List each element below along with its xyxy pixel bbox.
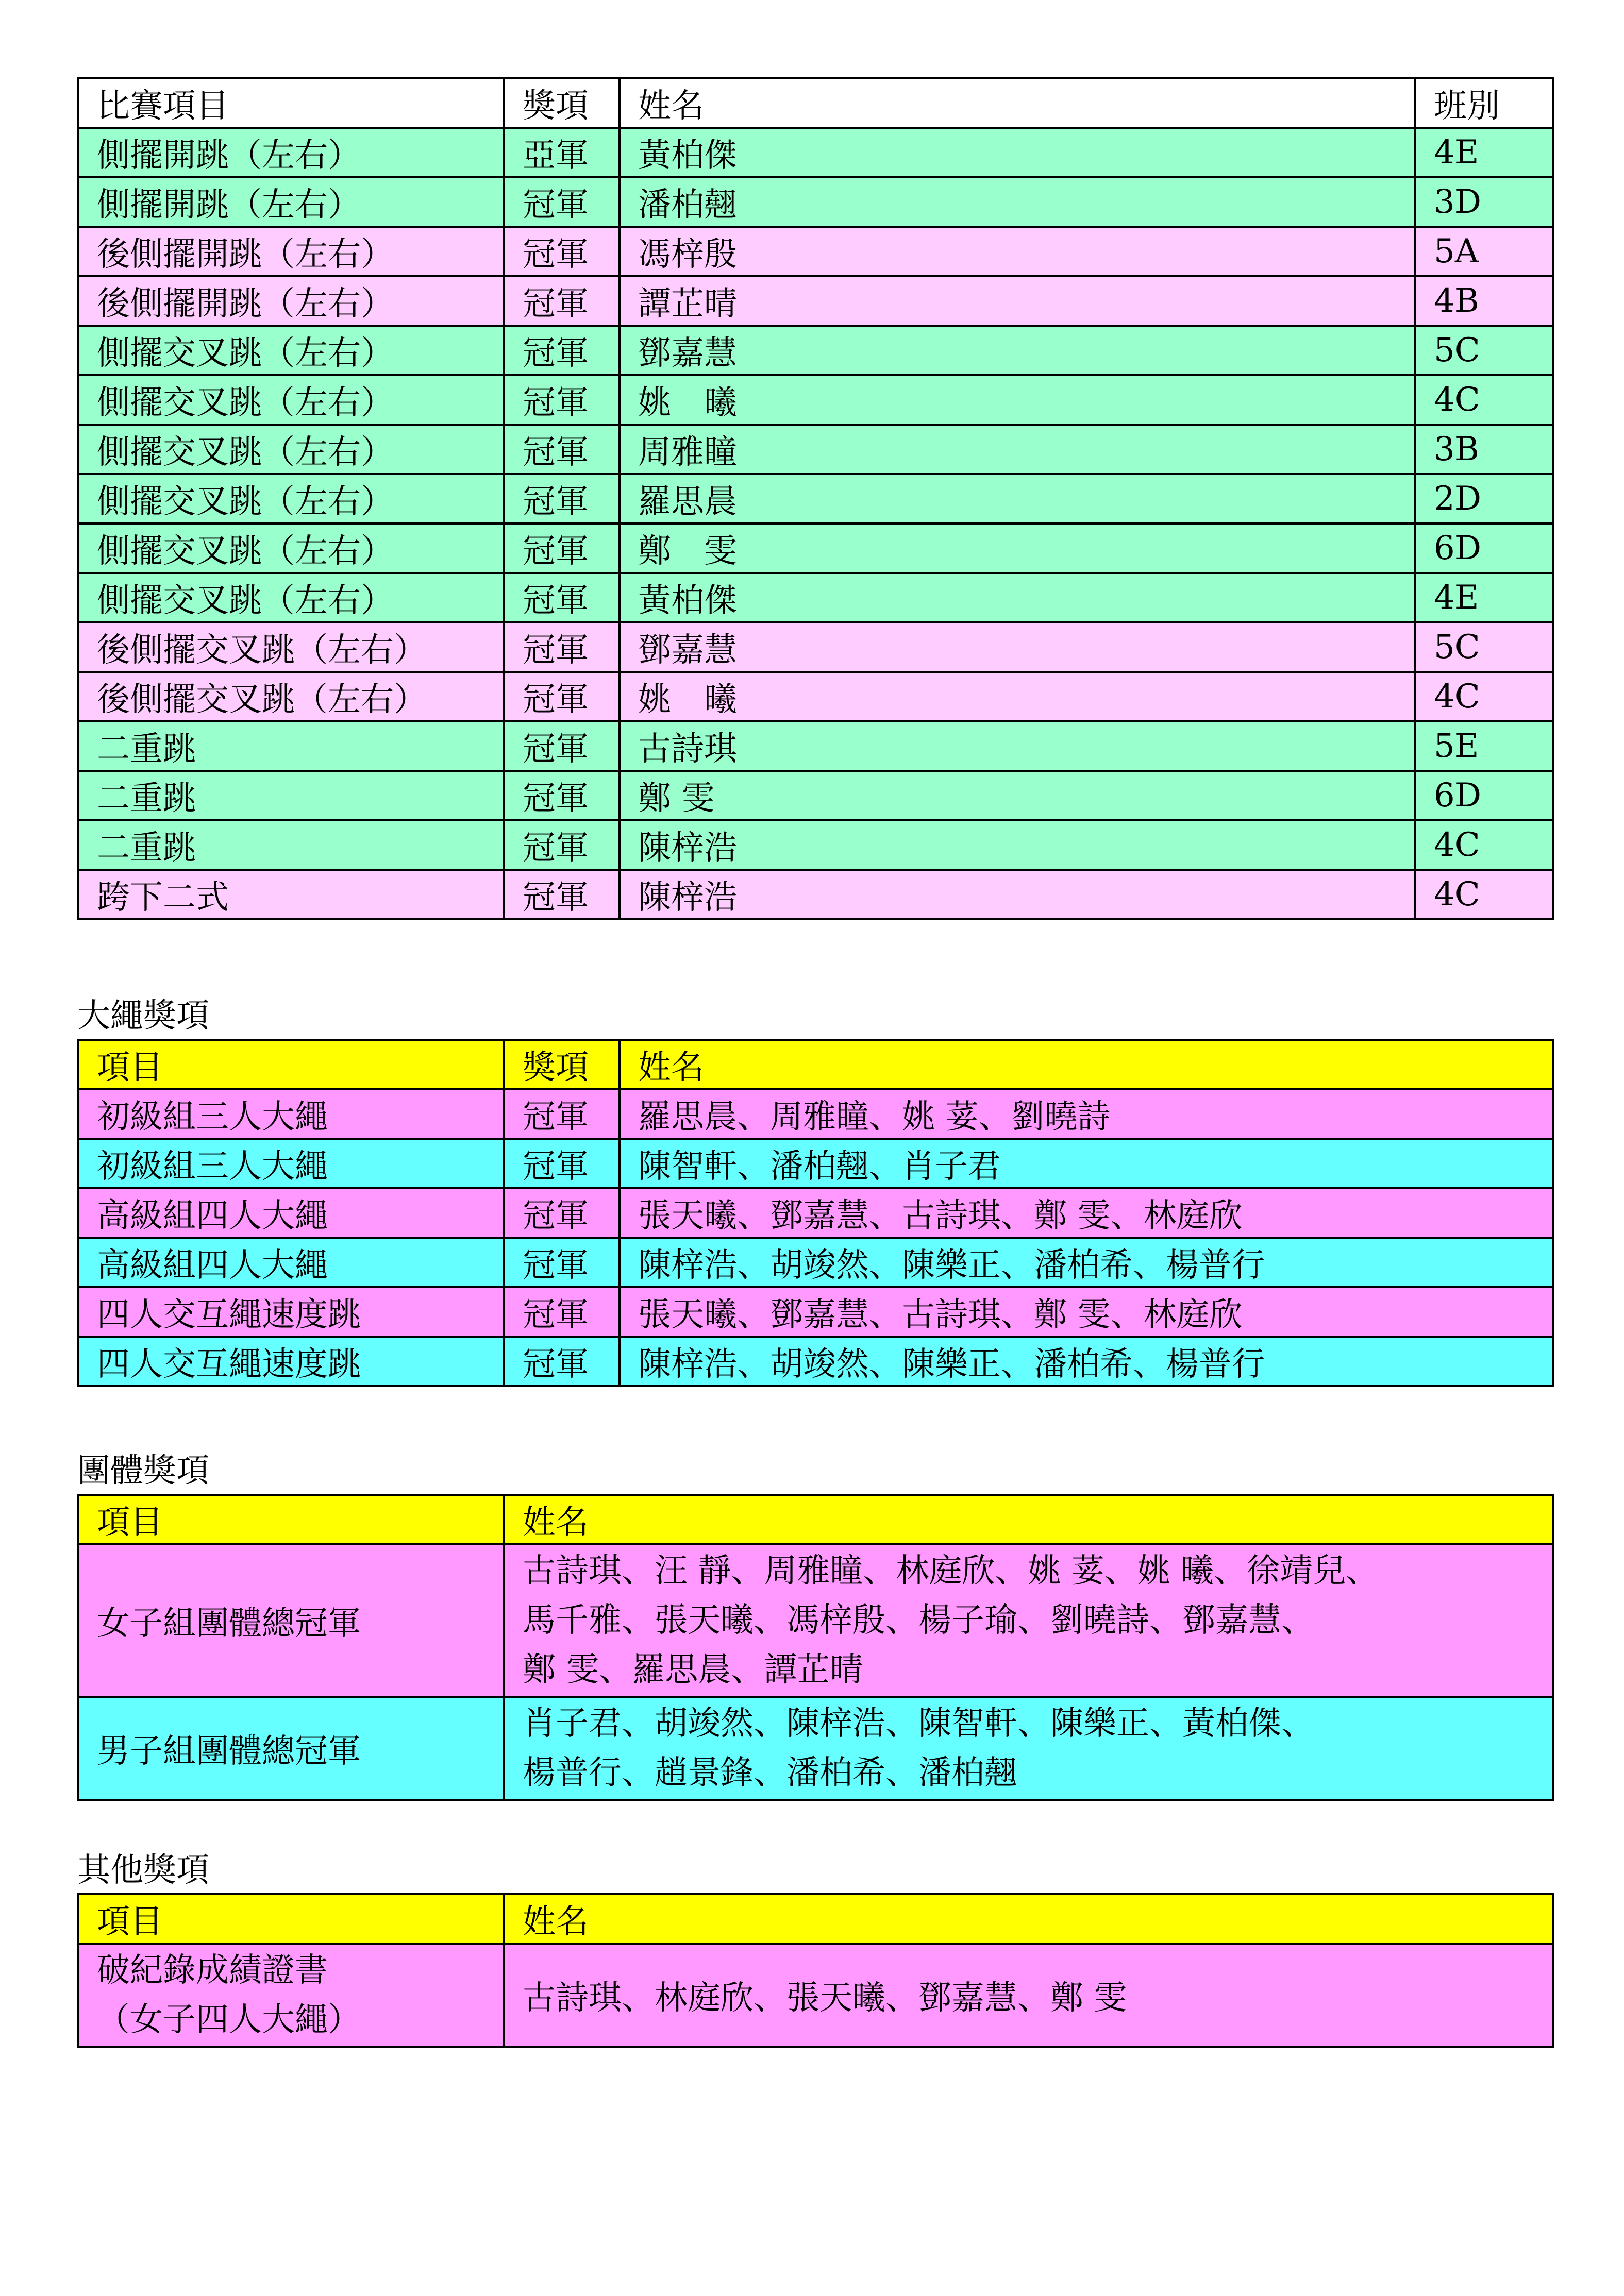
main-results-table — [77, 77, 1554, 920]
class-cell: 5A — [1415, 227, 1553, 276]
table-row — [78, 524, 1553, 573]
table-header-row — [78, 1894, 1553, 1944]
award-cell: 冠軍 — [504, 721, 620, 771]
cell-line: （女子四人大繩） — [97, 2001, 361, 2039]
award-cell: 冠軍 — [504, 227, 620, 276]
name-cell: 黃柏傑 — [620, 573, 1415, 622]
cell-line: 古詩琪、汪 靜、周雅瞳、林庭欣、姚 荽、姚 曦、徐靖兒、 — [523, 1552, 1379, 1590]
table-row — [78, 1944, 1553, 2047]
table-row — [78, 820, 1553, 870]
award-cell: 冠軍 — [504, 1337, 620, 1386]
class-cell: 3B — [1415, 425, 1553, 474]
header-name: 姓名 — [504, 1495, 1553, 1544]
event-cell: 跨下二式 — [78, 870, 504, 919]
names-cell: 陳智軒、潘柏翹、肖子君 — [620, 1139, 1553, 1188]
team-section — [77, 1494, 1552, 1801]
table-row — [78, 177, 1553, 227]
team-heading: 團體獎項 — [77, 1452, 209, 1490]
table-row — [78, 721, 1553, 771]
table-row — [78, 425, 1553, 474]
event-cell: 初級組三人大繩 — [78, 1089, 504, 1139]
event-cell: 側擺交叉跳（左右） — [78, 524, 504, 573]
table-row — [78, 1188, 1553, 1238]
class-cell: 4C — [1415, 672, 1553, 721]
name-cell: 馮梓殷 — [620, 227, 1415, 276]
class-cell: 4E — [1415, 573, 1553, 622]
event-cell — [78, 1944, 504, 2047]
award-cell: 冠軍 — [504, 820, 620, 870]
names-cell: 陳梓浩、胡竣然、陳樂正、潘柏希、楊普行 — [620, 1238, 1553, 1287]
names-cell — [504, 1544, 1553, 1697]
class-cell: 4C — [1415, 820, 1553, 870]
table-header-row — [78, 1495, 1553, 1544]
event-cell: 側擺交叉跳（左右） — [78, 573, 504, 622]
class-cell: 5E — [1415, 721, 1553, 771]
event-cell: 側擺開跳（左右） — [78, 177, 504, 227]
names-cell: 張天曦、鄧嘉慧、古詩琪、鄭 雯、林庭欣 — [620, 1287, 1553, 1337]
event-cell: 二重跳 — [78, 820, 504, 870]
class-cell: 4C — [1415, 870, 1553, 919]
class-cell: 4C — [1415, 375, 1553, 425]
team-table — [77, 1494, 1554, 1801]
award-cell: 冠軍 — [504, 573, 620, 622]
big-rope-section — [77, 1039, 1552, 1387]
name-cell: 姚 曦 — [620, 375, 1415, 425]
event-cell: 側擺交叉跳（左右） — [78, 326, 504, 375]
table-row — [78, 573, 1553, 622]
event-cell: 女子組團體總冠軍 — [78, 1544, 504, 1697]
table-row — [78, 1337, 1553, 1386]
event-cell: 初級組三人大繩 — [78, 1139, 504, 1188]
name-cell: 周雅瞳 — [620, 425, 1415, 474]
class-cell: 5C — [1415, 622, 1553, 672]
event-cell: 高級組四人大繩 — [78, 1238, 504, 1287]
names-cell: 張天曦、鄧嘉慧、古詩琪、鄭 雯、林庭欣 — [620, 1188, 1553, 1238]
cell-line: 鄭 雯、羅思晨、譚芷晴 — [523, 1651, 863, 1689]
table-row — [78, 326, 1553, 375]
names-cell: 羅思晨、周雅瞳、姚 荽、劉曉詩 — [620, 1089, 1553, 1139]
big-rope-heading: 大繩獎項 — [77, 997, 209, 1035]
table-row — [78, 474, 1553, 524]
class-cell: 3D — [1415, 177, 1553, 227]
event-cell: 後側擺交叉跳（左右） — [78, 622, 504, 672]
event-cell: 後側擺開跳（左右） — [78, 227, 504, 276]
event-cell: 側擺交叉跳（左右） — [78, 425, 504, 474]
header-name: 姓名 — [504, 1894, 1553, 1944]
award-cell: 冠軍 — [504, 177, 620, 227]
award-cell: 冠軍 — [504, 1139, 620, 1188]
class-cell: 6D — [1415, 524, 1553, 573]
other-section — [77, 1893, 1552, 2048]
award-cell: 冠軍 — [504, 326, 620, 375]
name-cell: 譚芷晴 — [620, 276, 1415, 326]
header-name: 姓名 — [620, 78, 1415, 128]
header-name: 姓名 — [620, 1040, 1553, 1089]
award-cell: 冠軍 — [504, 425, 620, 474]
table-row — [78, 870, 1553, 919]
class-cell: 5C — [1415, 326, 1553, 375]
header-event: 比賽項目 — [78, 78, 504, 128]
award-cell: 冠軍 — [504, 1188, 620, 1238]
cell-line: 肖子君、胡竣然、陳梓浩、陳智軒、陳樂正、黃柏傑、 — [523, 1704, 1314, 1743]
table-header-row — [78, 1040, 1553, 1089]
name-cell: 鄧嘉慧 — [620, 622, 1415, 672]
header-event: 項目 — [78, 1495, 504, 1544]
name-cell: 鄭 雯 — [620, 771, 1415, 820]
table-row — [78, 128, 1553, 177]
table-row — [78, 672, 1553, 721]
award-cell: 冠軍 — [504, 870, 620, 919]
event-cell: 四人交互繩速度跳 — [78, 1337, 504, 1386]
other-table — [77, 1893, 1554, 2048]
event-cell: 男子組團體總冠軍 — [78, 1697, 504, 1800]
award-cell: 冠軍 — [504, 1287, 620, 1337]
name-cell: 陳梓浩 — [620, 820, 1415, 870]
table-row — [78, 771, 1553, 820]
class-cell: 2D — [1415, 474, 1553, 524]
event-cell: 側擺開跳（左右） — [78, 128, 504, 177]
event-cell: 側擺交叉跳（左右） — [78, 375, 504, 425]
event-cell: 高級組四人大繩 — [78, 1188, 504, 1238]
class-cell: 4E — [1415, 128, 1553, 177]
names-cell: 陳梓浩、胡竣然、陳樂正、潘柏希、楊普行 — [620, 1337, 1553, 1386]
event-cell: 二重跳 — [78, 771, 504, 820]
class-cell: 6D — [1415, 771, 1553, 820]
award-cell: 冠軍 — [504, 672, 620, 721]
name-cell: 潘柏翹 — [620, 177, 1415, 227]
award-cell: 冠軍 — [504, 1238, 620, 1287]
event-cell: 二重跳 — [78, 721, 504, 771]
table-row — [78, 276, 1553, 326]
table-row — [78, 1544, 1553, 1697]
names-cell — [504, 1697, 1553, 1800]
award-cell: 冠軍 — [504, 375, 620, 425]
table-row — [78, 1287, 1553, 1337]
header-event: 項目 — [78, 1894, 504, 1944]
name-cell: 姚 曦 — [620, 672, 1415, 721]
other-heading: 其他獎項 — [77, 1851, 209, 1889]
award-cell: 冠軍 — [504, 276, 620, 326]
award-cell: 冠軍 — [504, 524, 620, 573]
cell-line: 楊普行、趙景鋒、潘柏希、潘柏翹 — [523, 1754, 1017, 1792]
event-cell: 後側擺交叉跳（左右） — [78, 672, 504, 721]
cell-line: 馬千雅、張天曦、馮梓殷、楊子瑜、劉曉詩、鄧嘉慧、 — [523, 1601, 1314, 1640]
name-cell: 陳梓浩 — [620, 870, 1415, 919]
award-cell: 冠軍 — [504, 1089, 620, 1139]
table-row — [78, 1238, 1553, 1287]
header-award: 獎項 — [504, 78, 620, 128]
cell-line: 破紀錄成績證書 — [97, 1951, 328, 1989]
table-row — [78, 1139, 1553, 1188]
main-results-section — [77, 77, 1552, 920]
event-cell: 後側擺開跳（左右） — [78, 276, 504, 326]
award-cell: 冠軍 — [504, 474, 620, 524]
name-cell: 黃柏傑 — [620, 128, 1415, 177]
award-cell: 冠軍 — [504, 771, 620, 820]
class-cell: 4B — [1415, 276, 1553, 326]
name-cell: 古詩琪 — [620, 721, 1415, 771]
name-cell: 羅思晨 — [620, 474, 1415, 524]
table-row — [78, 622, 1553, 672]
table-header-row — [78, 78, 1553, 128]
name-cell: 鄭 雯 — [620, 524, 1415, 573]
header-class: 班別 — [1415, 78, 1553, 128]
name-cell: 鄧嘉慧 — [620, 326, 1415, 375]
award-cell: 冠軍 — [504, 622, 620, 672]
event-cell: 側擺交叉跳（左右） — [78, 474, 504, 524]
table-row — [78, 227, 1553, 276]
header-event: 項目 — [78, 1040, 504, 1089]
award-cell: 亞軍 — [504, 128, 620, 177]
table-row — [78, 1089, 1553, 1139]
table-row — [78, 1697, 1553, 1800]
header-award: 獎項 — [504, 1040, 620, 1089]
table-row — [78, 375, 1553, 425]
big-rope-table — [77, 1039, 1554, 1387]
event-cell: 四人交互繩速度跳 — [78, 1287, 504, 1337]
names-cell: 古詩琪、林庭欣、張天曦、鄧嘉慧、鄭 雯 — [504, 1944, 1553, 2047]
